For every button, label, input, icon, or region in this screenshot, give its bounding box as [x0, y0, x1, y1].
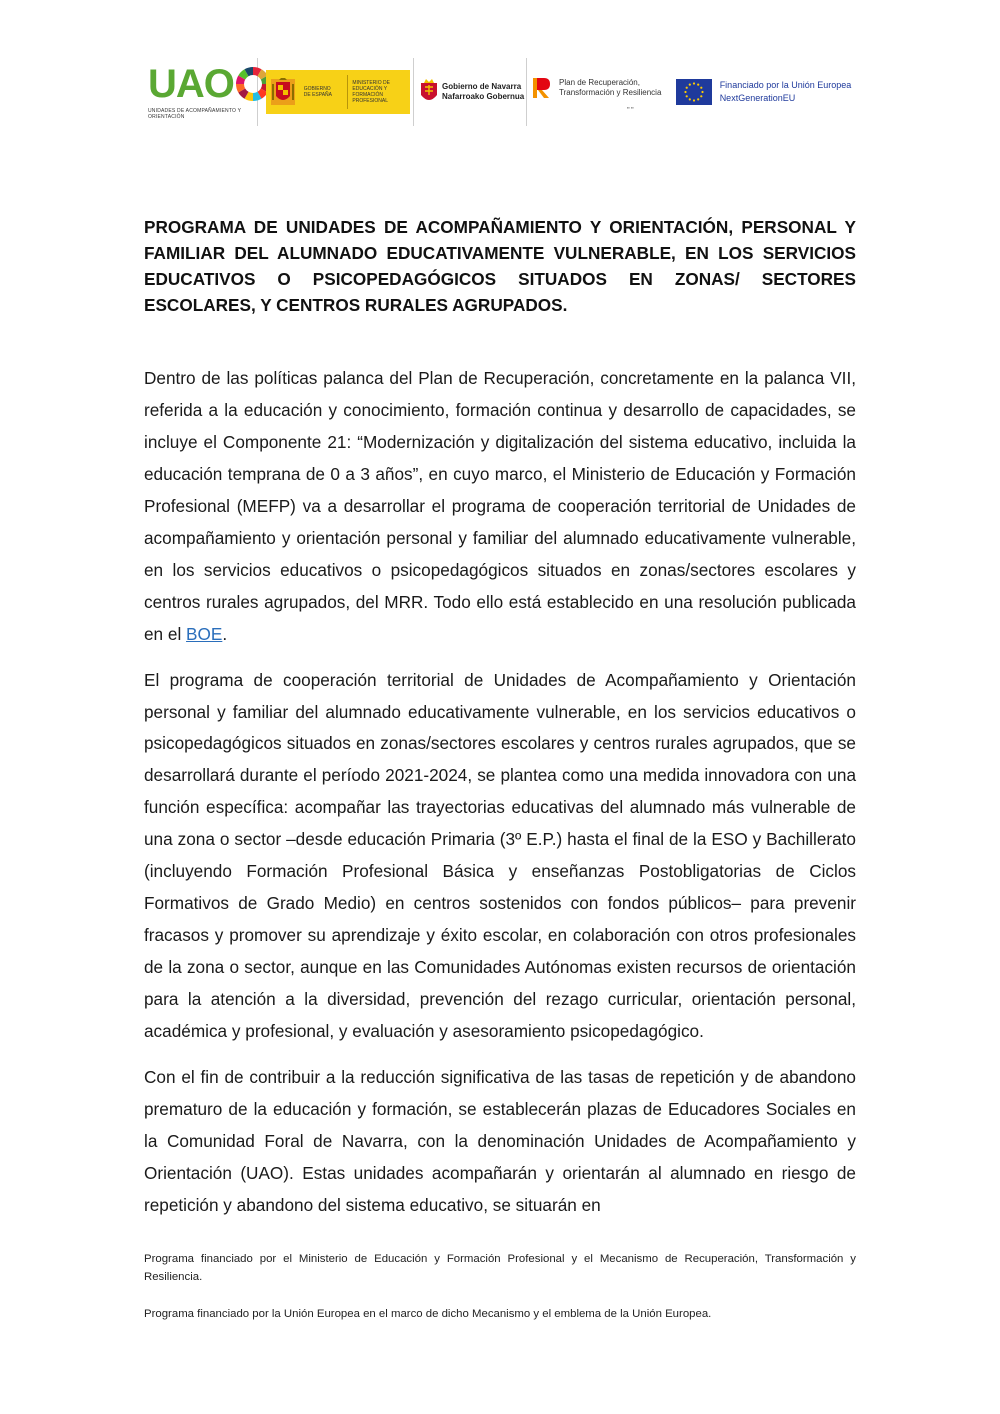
page-footer	[144, 1251, 856, 1324]
navarra-logo	[418, 58, 527, 126]
ministerio-label: MINISTERIO DE EDUCACIÓN Y FORMACIÓN PROFESIONAL	[352, 80, 390, 104]
paragraph-1-end: .	[222, 623, 228, 644]
spain-coat-of-arms-icon	[266, 70, 300, 114]
uao-wordmark: UAO	[148, 62, 234, 106]
navarra-shield-icon	[420, 79, 438, 105]
navarra-line2: Nafarroako Gobernua	[442, 92, 525, 101]
footer-eu-note: Programa financiado por la Unión Europea en el marco de dicho Mecanismo y el emblema de la Unión Europea.	[144, 1308, 712, 1320]
document-title: PROGRAMA DE UNIDADES DE ACOMPAÑAMIENTO Y ORIENTACIÓN, PERSONAL Y FAMILIAR DEL ALUMNADO EDUCATIVAMENTE VULNERABLE, EN LOS SERVICIOS EDUCATIVOS O PSICOPEDAGÓGICOS SITUADOS EN ZONAS/ SECTORES ESCOLARES, Y CENTROS RURALES AGRUPADOS.	[144, 217, 856, 315]
paragraph-3: Con el fin de contribuir a la reducción significativa de las tasas de repetición y de abandono prematuro de la educación y formación, se establecerán plazas de Educadores Sociales en la Comunidad Foral de Navarra, con la denominación Unidades de Acompañamiento y Orientación (UAO). Estas unidades acompañarán y orientarán al alumnado en riesgo de repetición y abandono del sistema educativo, se situarán en	[144, 1067, 856, 1215]
eu-line1: Financiado por la Unión Europea	[719, 80, 852, 90]
prtr-r-icon	[531, 75, 553, 101]
uao-caption: UNIDADES DE ACOMPAÑAMIENTO Y ORIENTACIÓN	[148, 108, 242, 120]
prtr-line2: Transformación y Resiliencia	[559, 87, 662, 97]
boe-link[interactable]: BOE	[186, 623, 223, 644]
prtr-logo	[531, 58, 670, 126]
paragraph-1-text: Dentro de las políticas palanca del Plan de Recuperación, concretamente en la palanca VII, referida a la educación y conocimiento, formación continua y desarrollo de capacidades, se incluye el Componente 21: “Modernización y digitalización del sistema educativo, incluida la educación temprana de 0 a 3 años”, en cuyo marco, el Ministerio de Educación y Formación Profesional (MEFP) va a desarrollar el programa de cooperación territorial de Unidades de acompañamiento y orientación personal y familiar del alumnado educativamente vulnerable, en los servicios educativos o psicopedagógicos situados en zonas/sectores escolares y centros rurales agrupados, del MRR. Todo ello está establecido en una resolución publicada en el	[144, 368, 856, 644]
prtr-mini-emblems-icon: ▪▪ ▪▪	[627, 104, 634, 110]
eu-flag-icon	[676, 79, 712, 105]
eu-logo	[676, 58, 856, 126]
paragraph-2: El programa de cooperación territorial de Unidades de Acompañamiento y Orientación personal y familiar del alumnado educativamente vulnerable, en los servicios educativos o psicopedagógicos situados en zonas/sectores escolares y centros rurales agrupados, que se desarrollará durante el período 2021-2024, se plantea como una medida innovadora con una función específica: acompañar las trayectorias educativas del alumnado más vulnerable de una zona o sector –desde educación Primaria (3º E.P.) hasta el final de la ESO y Bachillerato (incluyendo Formación Profesional Básica y enseñanzas Postobligatorias de Ciclos Formativos de Grado Medio) en centros sostenidos con fondos públicos– para prevenir fracasos y promover su aprendizaje y éxito escolar, en colaboración con otros profesionales de la zona o sector, aunque en las Comunidades Autónomas existen recursos de orientación para la atención a la diversidad, prevención del rezago curricular, orientación personal, académica y profesional, y evaluación y asesoramiento psicopedagógico.	[144, 669, 856, 1042]
paragraph-1	[144, 363, 856, 651]
uao-logo	[148, 58, 258, 126]
navarra-line1: Gobierno de Navarra	[442, 82, 522, 91]
header-logos	[148, 58, 856, 126]
gobierno-line2: DE ESPAÑA	[303, 92, 332, 98]
gobierno-line1: GOBIERNO	[303, 86, 331, 92]
prtr-line1: Plan de Recuperación,	[559, 77, 640, 87]
eu-line2: NextGenerationEU	[719, 93, 796, 103]
footer-financing-note: Programa financiado por el Ministerio de Educación y Formación Profesional y el Mecanismo de Recuperación, Transformación y Resiliencia.	[144, 1253, 856, 1283]
document-body	[144, 363, 856, 1236]
gobierno-espana-logo	[266, 58, 414, 126]
